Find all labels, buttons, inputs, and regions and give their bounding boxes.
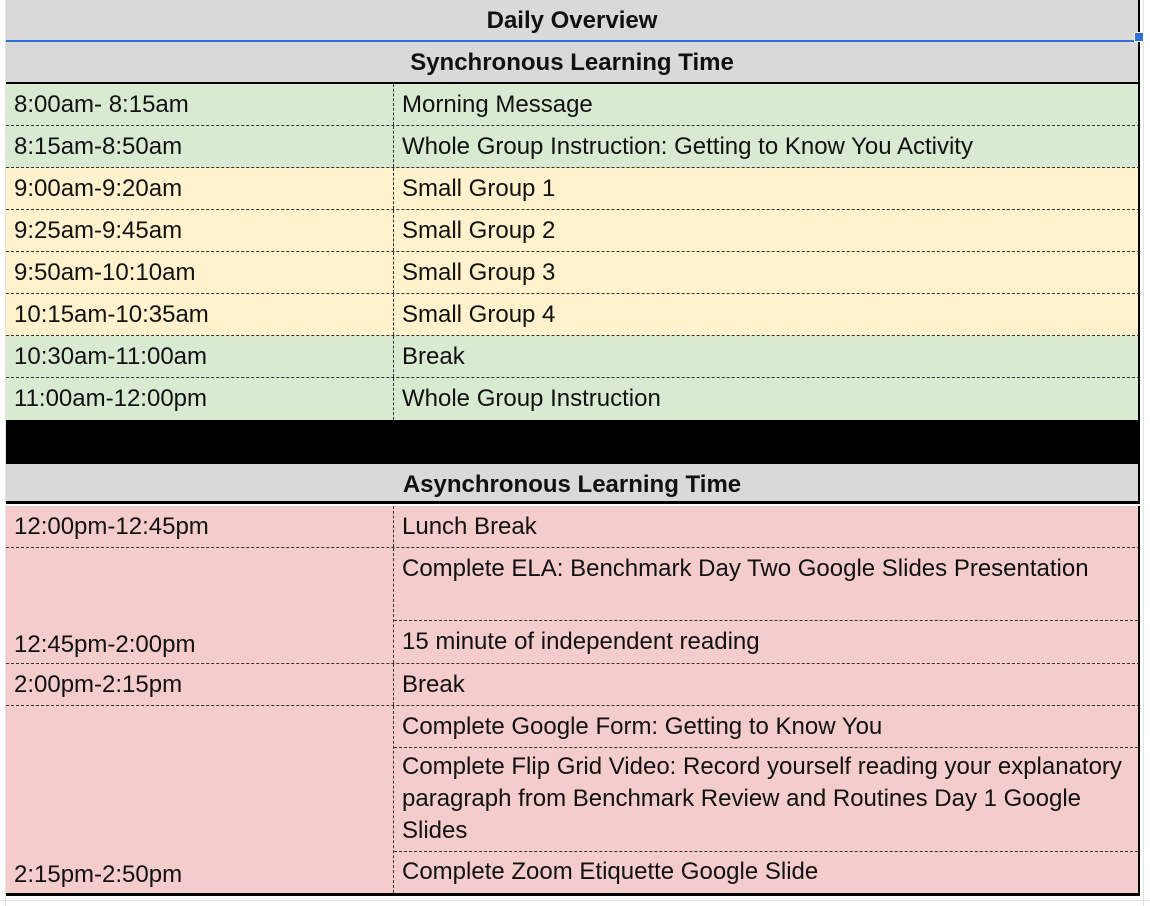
separator-row[interactable]: [6, 420, 1140, 462]
table-row[interactable]: [6, 548, 1140, 664]
activity-cell[interactable]: 15 minute of independent reading: [402, 628, 760, 655]
time-cell[interactable]: 2:00pm-2:15pm: [14, 670, 183, 698]
time-cell[interactable]: 8:00am- 8:15am: [14, 90, 189, 118]
table-row[interactable]: [6, 378, 1140, 420]
activity-cell[interactable]: Whole Group Instruction: Getting to Know You Activity: [393, 126, 1138, 167]
activity-cell[interactable]: Small Group 4: [393, 294, 1138, 335]
activity-cell-group: [393, 706, 1138, 893]
table-row[interactable]: [6, 294, 1140, 336]
time-cell[interactable]: 2:15pm-2:50pm: [14, 861, 183, 888]
table-row[interactable]: [6, 84, 1140, 126]
table-row[interactable]: [6, 706, 1140, 893]
time-cell[interactable]: 9:00am-9:20am: [14, 174, 183, 202]
activity-cell[interactable]: Complete ELA: Benchmark Day Two Google Slides Presentation: [394, 548, 1138, 621]
time-cell[interactable]: 9:25am-9:45am: [14, 216, 183, 244]
activity-cell[interactable]: Complete Flip Grid Video: Record yourself reading your explanatory paragraph from Benchmark Review and Routines Day 1 Google Slides: [394, 748, 1138, 852]
activity-cell[interactable]: Morning Message: [393, 84, 1138, 125]
table-row[interactable]: [6, 252, 1140, 294]
daily-overview-header[interactable]: Daily Overview: [6, 0, 1140, 42]
activity-cell[interactable]: Small Group 1: [393, 168, 1138, 209]
table-row[interactable]: [6, 506, 1140, 548]
gridline: [0, 900, 1150, 901]
time-cell[interactable]: 12:00pm-12:45pm: [14, 512, 209, 540]
activity-cell[interactable]: Lunch Break: [393, 506, 1138, 547]
activity-cell[interactable]: Break: [393, 336, 1138, 377]
activity-cell[interactable]: Small Group 2: [393, 210, 1138, 251]
activity-cell[interactable]: Small Group 3: [393, 252, 1138, 293]
activity-cell[interactable]: Complete Zoom Etiquette Google Slide: [402, 858, 819, 885]
table-row[interactable]: [6, 210, 1140, 252]
table-row[interactable]: [6, 664, 1140, 706]
asynchronous-header[interactable]: Asynchronous Learning Time: [6, 462, 1140, 504]
gridline: [1143, 0, 1144, 906]
activity-cell[interactable]: Whole Group Instruction: [393, 378, 1138, 420]
activity-cell[interactable]: Break: [393, 664, 1138, 705]
table-row[interactable]: [6, 126, 1140, 168]
synchronous-header[interactable]: Synchronous Learning Time: [6, 42, 1140, 84]
table-bottom-border: [6, 893, 1140, 896]
time-cell[interactable]: 11:00am-12:00pm: [14, 385, 208, 412]
activity-cell-group: [393, 548, 1138, 663]
time-cell[interactable]: 8:15am-8:50am: [14, 132, 183, 160]
time-cell[interactable]: 10:30am-11:00am: [14, 342, 208, 370]
table-row[interactable]: [6, 168, 1140, 210]
selection-fill-handle[interactable]: [1134, 32, 1144, 42]
time-cell[interactable]: 10:15am-10:35am: [14, 300, 209, 328]
table-row[interactable]: [6, 336, 1140, 378]
time-cell[interactable]: 12:45pm-2:00pm: [14, 631, 196, 658]
time-cell[interactable]: 9:50am-10:10am: [14, 258, 196, 286]
activity-cell[interactable]: Complete Google Form: Getting to Know You: [394, 706, 1138, 748]
